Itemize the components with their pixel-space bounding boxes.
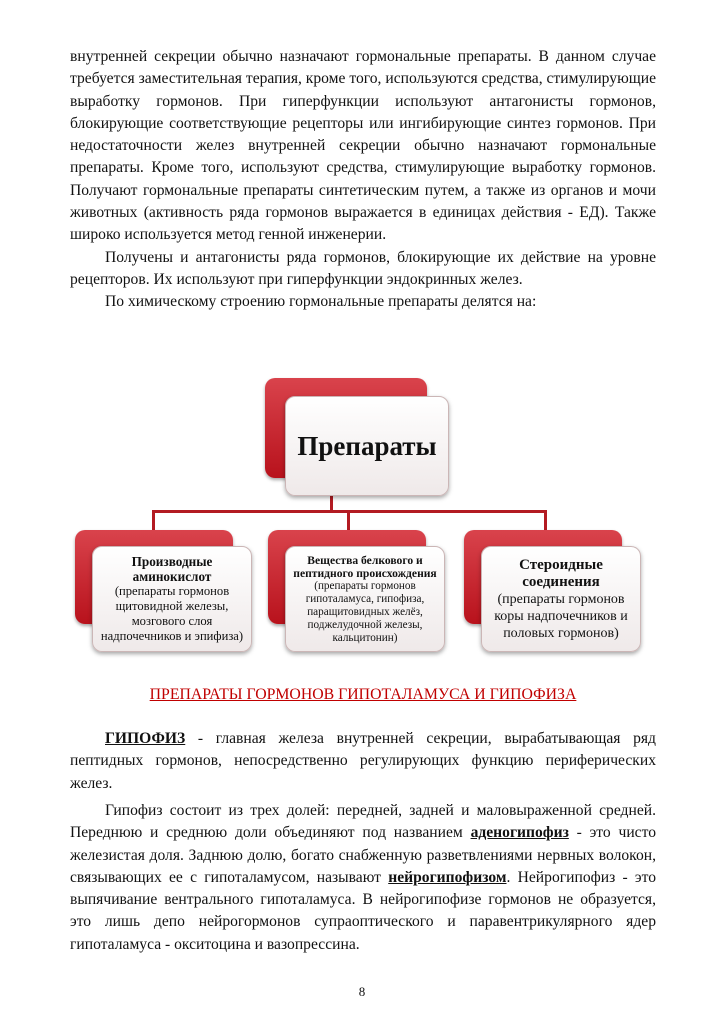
hypophysis-definition: [70, 728, 656, 795]
paragraph-therapy: внутренней секреции обычно назначают гормональные препараты. В данном случае требуется заместительная терапия, кроме того, используются средства, стимулирующие выработку гормонов. При гиперфункции используют антагонисты гормонов, блокирующие соответствующие рецепторы или ингибирующие синтез гормонов. При недостаточности желез внутренней секреции обычно назначают гормональные препараты. Кроме того, используют средства, стимулирующие выработку гормонов. Получают гормональные препараты синтетическим путем, а также из органов и мочи животных (активность ряда гормонов выражается в единицах действия - ЕД). Также широко используется метод генной инженерии.: [70, 48, 656, 244]
amino-acid-derivatives-box: [92, 546, 252, 652]
left-connector: [152, 510, 155, 530]
protein-peptide-box: [285, 546, 445, 652]
lobes-part2: - это чисто железистая доля. Заднюю долю, богато снабженную разветвлениями нервных волокон, связывающих ее с гипоталамусом, называют: [70, 824, 656, 886]
neurohypophysis-term: нейрогипофизом: [388, 868, 507, 886]
lobes-part1: Гипофиз состоит из трех долей: передней, задней и маловыраженной средней. Переднюю и среднюю доли объединяют под названием: [70, 802, 656, 842]
child1-title: Производные аминокислот: [131, 554, 213, 584]
classification-diagram: [70, 376, 656, 656]
steroid-compounds-box: [481, 546, 641, 652]
intro-text: [70, 46, 656, 314]
child2-title: Вещества белкового и пептидного происхождения: [293, 553, 437, 580]
middle-connector: [347, 510, 350, 530]
hypophysis-definition-text: - главная железа внутренней секреции, вырабатывающая ряд пептидных гормонов, непосредственно регулирующих функцию периферических желез.: [70, 730, 656, 792]
child2-desc: (препараты гормонов гипоталамуса, гипофиза, паращитовидных желёз, поджелудочной железы, кальцитонин): [305, 579, 425, 644]
lobes-part3: . Нейрогипофиз - это выпячивание вентрального гипоталамуса. В нейрогипофизе гормонов не образуется, это лишь депо нейрогормонов супраоптического и паравентрикулярного ядер гипоталамуса - окситоцина и вазопрессина.: [70, 868, 656, 953]
right-connector: [544, 510, 547, 530]
paragraph-antagonists: Получены и антагонисты ряда гормонов, блокирующие их действие на уровне рецепторов. Их используют при гиперфункции эндокринных желез.: [70, 248, 656, 288]
child3-desc: (препараты гормонов коры надпочечников и половых гормонов): [494, 591, 628, 641]
section-heading: ПРЕПАРАТЫ ГОРМОНОВ ГИПОТАЛАМУСА И ГИПОФИЗА: [149, 686, 577, 703]
hypophysis-term: ГИПОФИЗ: [105, 730, 186, 747]
root-title: Препараты: [297, 430, 437, 461]
page-number: 8: [358, 984, 366, 999]
paragraph-classification: По химическому строению гормональные препараты делятся на:: [105, 293, 537, 311]
adenohypophysis-term: аденогипофиз: [470, 824, 569, 842]
root-box: [285, 396, 449, 496]
child3-title: Стероидные соединения: [519, 556, 603, 590]
child1-desc: (препараты гормонов щитовидной железы, мозгового слоя надпочечников и эпифиза): [100, 584, 244, 643]
lobes-text: [70, 800, 656, 956]
